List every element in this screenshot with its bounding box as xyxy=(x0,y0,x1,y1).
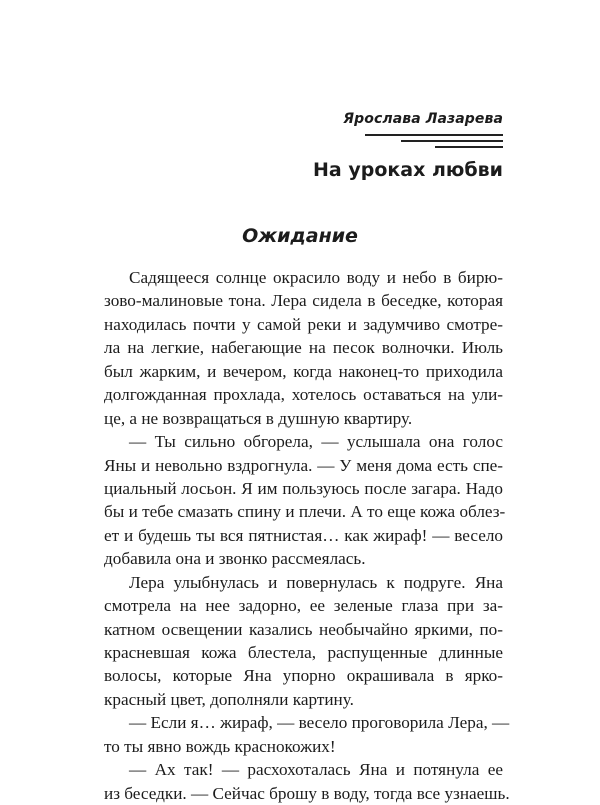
decorative-rule xyxy=(401,140,503,142)
text-line: волосы, которые Яна упорно окрашивала в ярко- xyxy=(104,666,503,686)
book-title: На уроках любви xyxy=(313,159,503,181)
text-line: находилась почти у самой реки и задумчиво смотре- xyxy=(104,314,503,334)
text-line: катном освещении казались необычайно яркими, по- xyxy=(104,619,503,639)
chapter-title: Ожидание xyxy=(242,225,358,247)
text-line: то ты явно вождь краснокожих! xyxy=(104,736,336,756)
text-line: ла на легкие, набегающие на песок волночки. Июль xyxy=(104,338,503,358)
text-line: был жарким, и вечером, когда наконец-то приходила xyxy=(104,361,503,381)
text-line: ет и будешь ты вся пятнистая… как жираф! — весело xyxy=(104,525,503,545)
text-line: Садящееся солнце окрасило воду и небо в бирю- xyxy=(129,268,503,287)
text-line: бы и тебе смазать спину и плечи. А то еще кожа облез- xyxy=(104,502,506,522)
decorative-rule xyxy=(435,146,503,148)
text-line: красневшая кожа блестела, распущенные длинные xyxy=(104,643,503,662)
body-text xyxy=(104,266,510,805)
text-line: Яны и невольно вздрогнула. — У меня дома есть спе- xyxy=(104,455,503,475)
text-line: зово-малиновые тона. Лера сидела в беседке, которая xyxy=(104,291,503,311)
text-line: красный цвет, дополняли картину. xyxy=(104,689,354,709)
text-line: смотрела на нее задорно, ее зеленые глаза при за- xyxy=(104,596,503,616)
decorative-rule xyxy=(365,134,503,136)
text-line: циальный лосьон. Я им пользуюсь после загара. Надо xyxy=(104,478,503,498)
text-line: — Если я… жираф, — весело проговорила Лера, — xyxy=(129,713,510,733)
text-line: долгожданная прохлада, хотелось оставаться на ули- xyxy=(104,385,503,405)
text-line: — Ах так! — расхохоталась Яна и потянула ее xyxy=(129,760,503,780)
text-line: це, а не возвращаться в душную квартиру. xyxy=(104,408,413,428)
text-line: — Ты сильно обгорела, — услышала она голос xyxy=(129,432,503,452)
text-line: из беседки. — Сейчас брошу в воду, тогда все узнаешь. xyxy=(104,783,510,803)
running-head-author: Ярослава Лазарева xyxy=(343,111,503,127)
text-line: добавила она и звонко рассмеялась. xyxy=(104,549,366,569)
text-line: Лера улыбнулась и повернулась к подруге. Яна xyxy=(129,572,503,592)
